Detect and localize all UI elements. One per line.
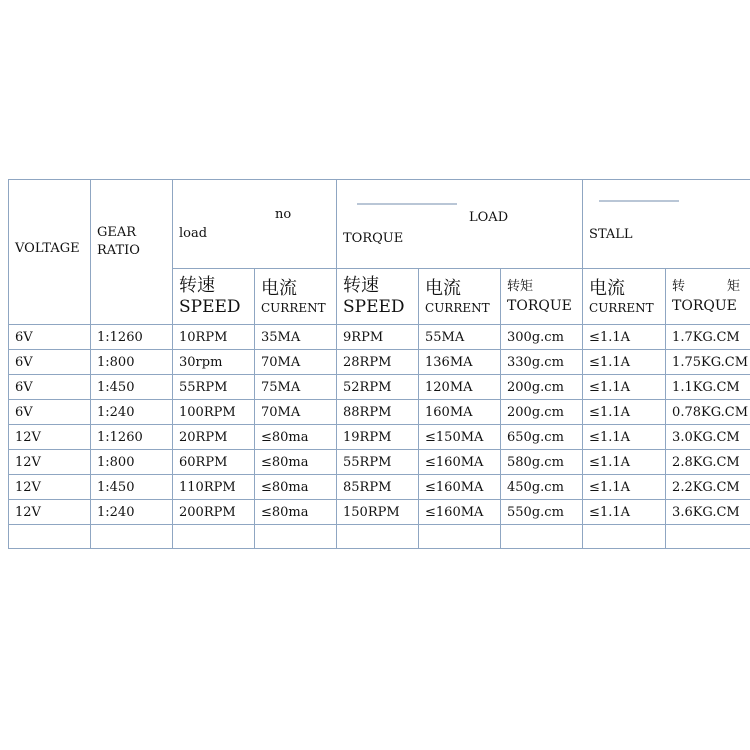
cell-load-speed: 85RPM bbox=[337, 475, 419, 500]
cell-stall-current: ≤1.1A bbox=[583, 350, 666, 375]
cell-noload-current: 35MA bbox=[255, 325, 337, 350]
cell-gear-ratio: 1:240 bbox=[91, 400, 173, 425]
cell-noload-current: 70MA bbox=[255, 400, 337, 425]
cell-load-torque: 580g.cm bbox=[501, 450, 583, 475]
table-row bbox=[9, 325, 750, 350]
cell-stall-current: ≤1.1A bbox=[583, 325, 666, 350]
cell-gear-ratio: 1:800 bbox=[91, 350, 173, 375]
table-body bbox=[9, 325, 750, 525]
cell-noload-speed: 30rpm bbox=[173, 350, 255, 375]
cell-load-torque: 300g.cm bbox=[501, 325, 583, 350]
header-load-torque: LOAD TORQUE bbox=[337, 180, 583, 269]
cell-gear-ratio: 1:1260 bbox=[91, 425, 173, 450]
cell-noload-speed: 20RPM bbox=[173, 425, 255, 450]
motor-spec-table bbox=[8, 179, 750, 549]
header-row-groups bbox=[9, 180, 750, 269]
cell-voltage: 6V bbox=[9, 350, 91, 375]
cell-load-current: ≤150MA bbox=[419, 425, 501, 450]
cell-load-torque: 330g.cm bbox=[501, 350, 583, 375]
cell-voltage: 6V bbox=[9, 375, 91, 400]
table-row bbox=[9, 400, 750, 425]
table-row bbox=[9, 450, 750, 475]
cell-gear-ratio: 1:240 bbox=[91, 500, 173, 525]
cell-load-current: 120MA bbox=[419, 375, 501, 400]
subheader-load-speed: 转速 SPEED bbox=[337, 269, 419, 325]
cell-load-current: ≤160MA bbox=[419, 450, 501, 475]
header-gear-ratio: GEAR RATIO bbox=[91, 180, 173, 325]
cell-stall-current: ≤1.1A bbox=[583, 400, 666, 425]
cell-load-speed: 19RPM bbox=[337, 425, 419, 450]
cell-load-torque: 200g.cm bbox=[501, 400, 583, 425]
cell-voltage: 6V bbox=[9, 325, 91, 350]
cell-noload-current: ≤80ma bbox=[255, 425, 337, 450]
cell-stall-torque: 3.6KG.CM bbox=[666, 500, 750, 525]
subheader-load-torque: 转矩 TORQUE bbox=[501, 269, 583, 325]
cell-stall-current: ≤1.1A bbox=[583, 425, 666, 450]
cell-load-speed: 9RPM bbox=[337, 325, 419, 350]
cell-load-current: 136MA bbox=[419, 350, 501, 375]
cell-load-speed: 55RPM bbox=[337, 450, 419, 475]
header-decoration-line bbox=[357, 203, 457, 207]
cell-stall-torque: 2.2KG.CM bbox=[666, 475, 750, 500]
table-row bbox=[9, 425, 750, 450]
cell-stall-current: ≤1.1A bbox=[583, 475, 666, 500]
cell-stall-torque: 1.7KG.CM bbox=[666, 325, 750, 350]
cell-voltage: 12V bbox=[9, 450, 91, 475]
cell-stall-current: ≤1.1A bbox=[583, 450, 666, 475]
cell-stall-current: ≤1.1A bbox=[583, 500, 666, 525]
cell-gear-ratio: 1:450 bbox=[91, 475, 173, 500]
cell-voltage: 12V bbox=[9, 500, 91, 525]
table-row bbox=[9, 475, 750, 500]
header-no-load: no load bbox=[173, 180, 337, 269]
cell-stall-current: ≤1.1A bbox=[583, 375, 666, 400]
table-row bbox=[9, 500, 750, 525]
cell-stall-torque: 1.1KG.CM bbox=[666, 375, 750, 400]
cell-noload-speed: 100RPM bbox=[173, 400, 255, 425]
cell-load-torque: 650g.cm bbox=[501, 425, 583, 450]
cell-load-current: ≤160MA bbox=[419, 475, 501, 500]
cell-load-current: ≤160MA bbox=[419, 500, 501, 525]
cell-load-torque: 450g.cm bbox=[501, 475, 583, 500]
cell-voltage: 12V bbox=[9, 425, 91, 450]
cell-load-torque: 550g.cm bbox=[501, 500, 583, 525]
subheader-stall-torque: 转 矩 TORQUE bbox=[666, 269, 750, 325]
cell-stall-torque: 3.0KG.CM bbox=[666, 425, 750, 450]
cell-noload-speed: 200RPM bbox=[173, 500, 255, 525]
cell-noload-current: 75MA bbox=[255, 375, 337, 400]
cell-load-speed: 150RPM bbox=[337, 500, 419, 525]
table-row bbox=[9, 350, 750, 375]
cell-load-torque: 200g.cm bbox=[501, 375, 583, 400]
empty-row bbox=[9, 525, 750, 549]
cell-stall-torque: 0.78KG.CM bbox=[666, 400, 750, 425]
cell-noload-current: 70MA bbox=[255, 350, 337, 375]
cell-load-current: 55MA bbox=[419, 325, 501, 350]
cell-load-speed: 88RPM bbox=[337, 400, 419, 425]
subheader-load-current: 电流 CURRENT bbox=[419, 269, 501, 325]
subheader-stall-current: 电流 CURRENT bbox=[583, 269, 666, 325]
header-decoration-line bbox=[599, 200, 679, 204]
cell-load-speed: 28RPM bbox=[337, 350, 419, 375]
cell-gear-ratio: 1:450 bbox=[91, 375, 173, 400]
cell-load-current: 160MA bbox=[419, 400, 501, 425]
subheader-noload-current: 电流 CURRENT bbox=[255, 269, 337, 325]
cell-voltage: 6V bbox=[9, 400, 91, 425]
cell-noload-current: ≤80ma bbox=[255, 450, 337, 475]
cell-noload-speed: 110RPM bbox=[173, 475, 255, 500]
subheader-noload-speed: 转速 SPEED bbox=[173, 269, 255, 325]
cell-noload-current: ≤80ma bbox=[255, 475, 337, 500]
table-row bbox=[9, 375, 750, 400]
header-stall: STALL bbox=[583, 180, 750, 269]
cell-noload-speed: 55RPM bbox=[173, 375, 255, 400]
cell-noload-speed: 10RPM bbox=[173, 325, 255, 350]
cell-voltage: 12V bbox=[9, 475, 91, 500]
cell-load-speed: 52RPM bbox=[337, 375, 419, 400]
cell-stall-torque: 2.8KG.CM bbox=[666, 450, 750, 475]
cell-gear-ratio: 1:800 bbox=[91, 450, 173, 475]
header-voltage: VOLTAGE bbox=[9, 180, 91, 325]
cell-noload-current: ≤80ma bbox=[255, 500, 337, 525]
cell-stall-torque: 1.75KG.CM bbox=[666, 350, 750, 375]
cell-gear-ratio: 1:1260 bbox=[91, 325, 173, 350]
cell-noload-speed: 60RPM bbox=[173, 450, 255, 475]
